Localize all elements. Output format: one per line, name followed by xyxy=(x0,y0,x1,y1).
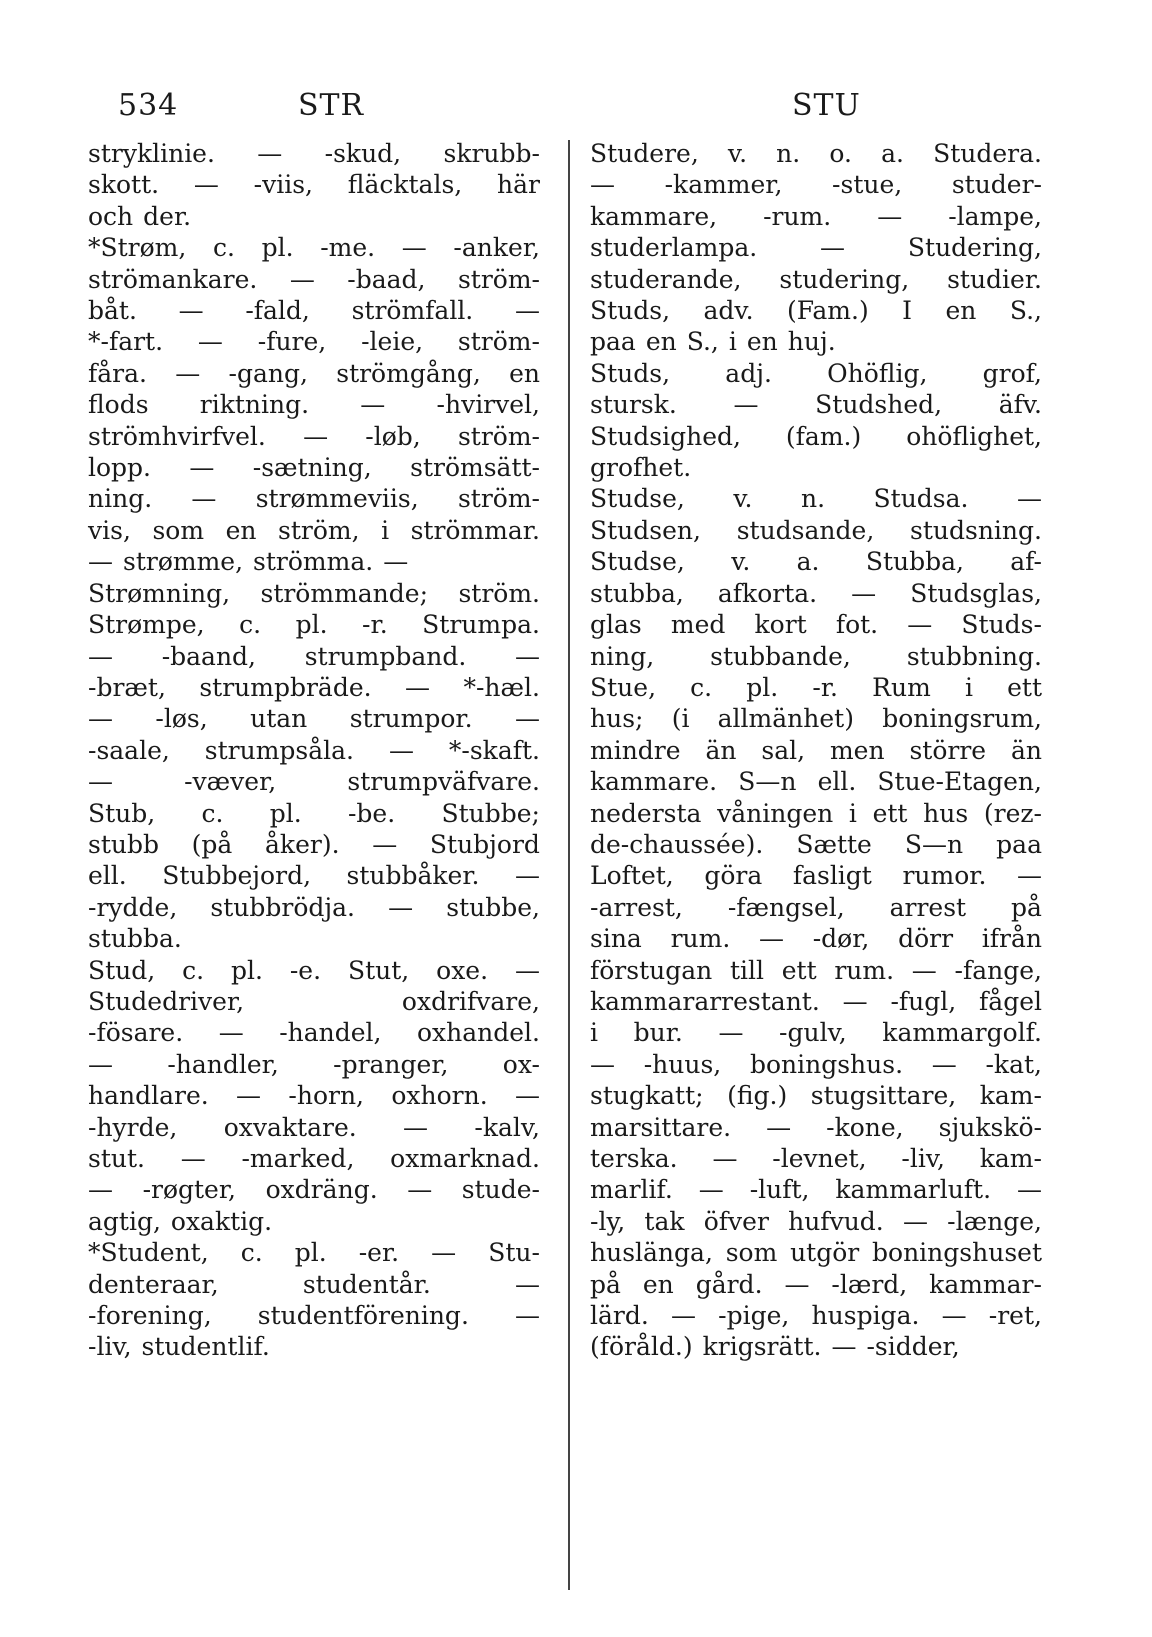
text-line: handlare. — -horn, oxhorn. — xyxy=(88,1081,540,1111)
text-line: — -baand, strumpband. — xyxy=(88,641,540,671)
text-line: studerande, studering, studier. xyxy=(590,264,1042,294)
text-line: Studedriver, oxdrifvare, xyxy=(88,986,540,1016)
left-column xyxy=(88,138,540,1363)
text-line: stryklinie. — -skud, skrubb- xyxy=(88,139,540,168)
text-line: -saale, strumpsåla. — *-skaft. xyxy=(88,735,540,765)
text-line: — strømme, strömma. — xyxy=(88,547,409,577)
text-line: -forening, studentförening. — xyxy=(88,1301,540,1331)
text-line: — -røgter, oxdräng. — stude- xyxy=(88,1175,540,1205)
text-line: lärd. — -pige, huspiga. — -ret, xyxy=(590,1301,1042,1331)
text-line: i bur. — -gulv, kammargolf. xyxy=(590,1018,1042,1048)
text-line: -fösare. — -handel, oxhandel. xyxy=(88,1018,540,1048)
text-line: Studse, v. a. Stubba, af- xyxy=(590,547,1042,577)
page-number: 534 xyxy=(118,88,179,123)
text-line: studerlampa. — Studering, xyxy=(590,233,1042,263)
text-line: *-fart. — -fure, -leie, ström- xyxy=(88,327,540,357)
text-line: -ly, tak öfver hufvud. — -længe, xyxy=(590,1206,1042,1236)
text-line: *Strøm, c. pl. -me. — -anker, xyxy=(88,233,540,263)
text-line: — -handler, -pranger, ox- xyxy=(88,1049,540,1079)
text-line: vis, som en ström, i strömmar. xyxy=(88,515,540,545)
text-line: lopp. — -sætning, strömsätt- xyxy=(88,453,540,483)
text-line: sina rum. — -dør, dörr ifrån xyxy=(590,924,1042,954)
text-line: terska. — -levnet, -liv, kam- xyxy=(590,1144,1042,1173)
text-line: kammararrestant. — -fugl, fågel xyxy=(590,986,1042,1016)
text-line: ning, stubbande, stubbning. xyxy=(590,641,1042,671)
text-line: -rydde, stubbrödja. — stubbe, xyxy=(88,892,540,922)
text-line: kammare, -rum. — -lampe, xyxy=(590,201,1042,231)
text-line: skott. — -viis, fläcktals, här xyxy=(88,170,540,200)
text-line: de-chaussée). Sætte S—n paa xyxy=(590,829,1042,859)
column-divider xyxy=(568,140,570,1590)
text-line: strömhvirfvel. — -løb, ström- xyxy=(88,421,540,451)
text-line: grofhet. xyxy=(590,453,692,483)
text-line: Strømpe, c. pl. -r. Strumpa. xyxy=(88,610,540,640)
text-line: flods riktning. — -hvirvel, xyxy=(88,390,540,420)
text-line: — -løs, utan strumpor. — xyxy=(88,704,540,734)
text-line: *Student, c. pl. -er. — Stu- xyxy=(88,1238,540,1268)
text-line: -arrest, -fængsel, arrest på xyxy=(590,892,1042,922)
text-line: Studsen, studsande, studsning. xyxy=(590,515,1042,545)
text-line: denteraar, studentår. — xyxy=(88,1269,540,1299)
text-line: Loftet, göra fasligt rumor. — xyxy=(590,861,1042,891)
right-guide-word: STU xyxy=(792,88,861,123)
text-line: Studere, v. n. o. a. Studera. xyxy=(590,139,1042,168)
text-line: glas med kort fot. — Studs- xyxy=(590,610,1042,640)
text-line: Studse, v. n. Studsa. — xyxy=(590,484,1042,514)
text-line: stubba. xyxy=(88,924,182,954)
text-line: stubba, afkorta. — Studsglas, xyxy=(590,578,1042,608)
text-line: paa en S., i en huj. xyxy=(590,327,836,357)
text-line: Stue, c. pl. -r. Rum i ett xyxy=(590,672,1042,702)
text-line: agtig, oxaktig. xyxy=(88,1206,273,1236)
text-line: stugkatt; (fig.) stugsittare, kam- xyxy=(590,1081,1042,1111)
text-line: -hyrde, oxvaktare. — -kalv, xyxy=(88,1112,540,1142)
text-line: hus; (i allmänhet) boningsrum, xyxy=(590,704,1042,734)
text-line: -liv, studentlif. xyxy=(88,1332,270,1362)
text-line: kammare. S—n ell. Stue-Etagen, xyxy=(590,767,1042,797)
text-line: Studs, adj. Ohöflig, grof, xyxy=(590,358,1042,388)
text-line: Studs, adv. (Fam.) I en S., xyxy=(590,296,1042,326)
text-line: mindre än sal, men större än xyxy=(590,735,1042,765)
text-line: marsittare. — -kone, sjukskö- xyxy=(590,1112,1042,1142)
right-column xyxy=(590,138,1042,1363)
text-line: Studsighed, (fam.) ohöflighet, xyxy=(590,421,1042,451)
text-line: Stud, c. pl. -e. Stut, oxe. — xyxy=(88,955,540,985)
text-line: -bræt, strumpbräde. — *-hæl. xyxy=(88,672,540,702)
text-line: stubb (på åker). — Stubjord xyxy=(88,829,540,859)
text-line: stursk. — Studshed, äfv. xyxy=(590,390,1042,420)
text-line: — -kammer, -stue, studer- xyxy=(590,170,1042,200)
text-line: ning. — strømmeviis, ström- xyxy=(88,484,540,514)
text-line: båt. — -fald, strömfall. — xyxy=(88,296,540,326)
text-line: förstugan till ett rum. — -fange, xyxy=(590,955,1042,985)
text-line: ell. Stubbejord, stubbåker. — xyxy=(88,861,540,891)
text-line: strömankare. — -baad, ström- xyxy=(88,264,540,294)
text-line: på en gård. — -lærd, kammar- xyxy=(590,1269,1042,1299)
left-guide-word: STR xyxy=(298,88,365,123)
text-line: marlif. — -luft, kammarluft. — xyxy=(590,1175,1042,1205)
text-line: stut. — -marked, oxmarknad. xyxy=(88,1144,540,1173)
text-line: — -væver, strumpväfvare. xyxy=(88,767,540,797)
text-line: huslänga, som utgör boningshuset xyxy=(590,1238,1042,1268)
text-line: och der. xyxy=(88,201,192,231)
text-line: fåra. — -gang, strömgång, en xyxy=(88,358,540,388)
text-line: nedersta våningen i ett hus (rez- xyxy=(590,798,1042,828)
text-line: (föråld.) krigsrätt. — -sidder, xyxy=(590,1332,960,1362)
text-line: Strømning, strömmande; ström. xyxy=(88,578,540,608)
text-line: Stub, c. pl. -be. Stubbe; xyxy=(88,798,540,828)
text-line: — -huus, boningshus. — -kat, xyxy=(590,1049,1042,1079)
